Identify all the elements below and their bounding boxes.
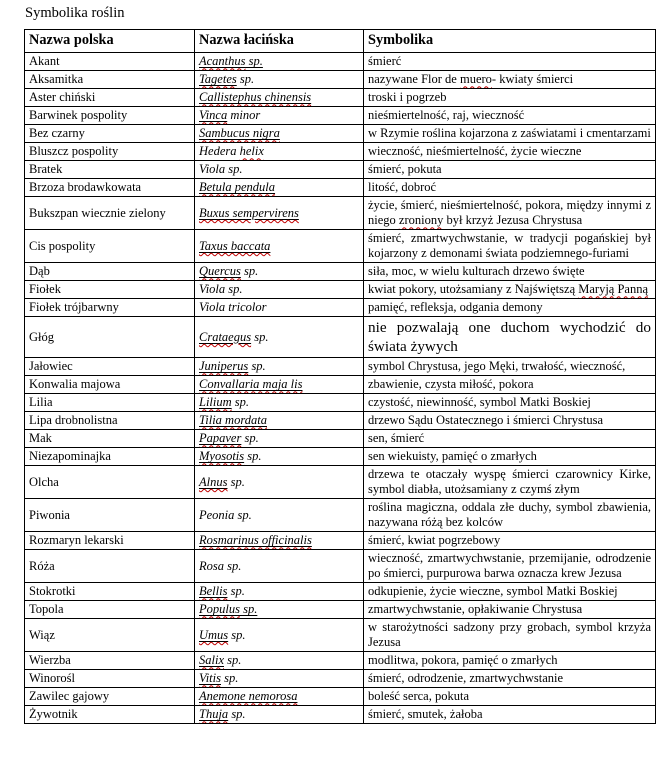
table-row [25,601,656,619]
symbolism-cell: śmierć, zmartwychwstanie, w tradycji pogańskiej był kojarzony z demonami świata podziemnego-furiami [364,230,656,263]
polish-name-cell: Cis pospolity [25,230,195,263]
underlined-text: sp. [239,602,258,617]
spellcheck-squiggle-text: Vinca [199,108,228,123]
table-row [25,317,656,358]
latin-name-cell: Tagetes sp. [195,71,364,89]
polish-name-cell: Fiołek [25,281,195,299]
polish-name-cell: Zawilec gajowy [25,688,195,706]
spellcheck-squiggle-text: Salix [199,653,224,668]
polish-name-cell: Mak [25,430,195,448]
underlined-text [199,475,227,489]
latin-name-cell [195,532,364,550]
underlined-text [199,180,275,194]
table-row [25,143,656,161]
latin-name-cell: Rosa sp. [195,550,364,583]
polish-name-cell: Topola [25,601,195,619]
symbolism-cell: zmartwychwstanie, opłakiwanie Chrystusa [364,601,656,619]
symbolism-cell: śmierć, smutek, żałoba [364,706,656,724]
underlined-text [199,330,251,344]
underlined-text [199,72,237,86]
table-body [25,53,656,724]
latin-name-cell: Peonia sp. [195,499,364,532]
symbolism-cell: kwiat pokory, utożsamiany z Najświętszą Maryją Panną [364,281,656,299]
symbolism-cell: nieśmiertelność, raj, wieczność [364,107,656,125]
polish-name-cell: Piwonia [25,499,195,532]
polish-name-cell: Akant [25,53,195,71]
spellcheck-squiggle-text: Anemone nemorosa [199,689,298,704]
spellcheck-squiggle-text: Sambucus nigra [199,126,280,141]
underlined-text: sp. [245,54,263,69]
underlined-text [199,707,228,721]
polish-name-cell: Wiąz [25,619,195,652]
latin-name-cell [195,412,364,430]
symbolism-cell: troski i pogrzeb [364,89,656,107]
symbolism-cell: drzewo Sądu Ostatecznego i śmierci Chrystusa [364,412,656,430]
spellcheck-squiggle-text: Tagetes [199,72,237,87]
polish-name-cell: Olcha [25,466,195,499]
polish-name-cell: Dąb [25,263,195,281]
column-header-symbolism: Symbolika [364,30,656,53]
table-row [25,550,656,583]
symbolism-cell: zbawienie, czysta miłość, pokora [364,376,656,394]
latin-name-cell [195,230,364,263]
symbolism-cell: roślina magiczna, oddala złe duchy, symbol zbawienia, nazywana różą bez kolców [364,499,656,532]
underlined-text [199,628,228,642]
underlined-text [199,359,248,373]
spellcheck-squiggle-text: helix [239,144,264,159]
table-row [25,532,656,550]
polish-name-cell: Bukszpan wiecznie zielony [25,197,195,230]
symbolism-cell: życie, śmierć, nieśmiertelność, pokora, między innymi z niego zroniony był krzyż Jezusa Chrystusa [364,197,656,230]
symbolism-cell: wieczność, zmartwychwstanie, przemijanie, odrodzenie po śmierci, purpurowa barwa oznacza krew Jezusa [364,550,656,583]
symbolism-cell: czystość, niewinność, symbol Matki Boskiej [364,394,656,412]
column-header-polish-name: Nazwa polska [25,30,195,53]
latin-name-cell: Hedera helix [195,143,364,161]
latin-name-cell [195,601,364,619]
polish-name-cell: Fiołek trójbarwny [25,299,195,317]
spellcheck-squiggle-text: Crataegus [199,329,252,344]
latin-name-cell [195,197,364,230]
polish-name-cell: Żywotnik [25,706,195,724]
table-row [25,107,656,125]
underlined-text [199,449,244,463]
polish-name-cell: Aksamitka [25,71,195,89]
polish-name-cell: Bratek [25,161,195,179]
plant-symbolism-table [24,29,656,724]
table-row [25,161,656,179]
latin-name-cell: Salix sp. [195,652,364,670]
spellcheck-squiggle-text: Umus [199,627,229,642]
spellcheck-squiggle-text: Convallaria maja lis [199,377,303,392]
spellcheck-squiggle-text: Buxus sempervirens [199,205,299,220]
underlined-text [199,377,302,391]
symbolism-cell: śmierć, odrodzenie, zmartwychwstanie [364,670,656,688]
spellcheck-squiggle-text: Betula pendula [199,180,276,195]
spellcheck-squiggle-text: Taxus baccata [199,238,271,253]
latin-name-cell: Umus sp. [195,619,364,652]
underlined-text [199,653,224,667]
polish-name-cell: Bez czarny [25,125,195,143]
spellcheck-squiggle-text: Lilium [199,395,232,410]
spellcheck-squiggle-text: Papaver [199,431,242,446]
spellcheck-squiggle-text: Thuja [199,707,229,722]
table-row [25,706,656,724]
table-row [25,230,656,263]
table-row [25,197,656,230]
latin-name-cell: Lilium sp. [195,394,364,412]
symbolism-cell: litość, dobroć [364,179,656,197]
table-row [25,466,656,499]
underlined-text [199,533,312,547]
underlined-text [199,90,311,104]
spellcheck-squiggle-text: Vitis [199,671,221,686]
spellcheck-squiggle-text: Rosmarinus officinalis [199,533,312,548]
symbolism-cell: nie pozwalają one duchom wychodzić do świata żywych [364,317,656,358]
latin-name-cell: Viola sp. [195,281,364,299]
latin-name-cell: Bellis sp. [195,583,364,601]
spellcheck-squiggle-text: Quercus [199,264,241,279]
symbolism-cell: sen wiekuisty, pamięć o zmarłych [364,448,656,466]
spellcheck-squiggle-text: Bellis [199,584,228,599]
latin-name-cell: Papaver sp. [195,430,364,448]
table-row [25,670,656,688]
symbolism-cell: modlitwa, pokora, pamięć o zmarłych [364,652,656,670]
table-row [25,179,656,197]
underlined-text [199,395,232,409]
column-header-latin-name: Nazwa łacińska [195,30,364,53]
polish-name-cell: Niezapominajka [25,448,195,466]
polish-name-cell: Aster chiński [25,89,195,107]
latin-name-cell: Viola tricolor [195,299,364,317]
polish-name-cell: Bluszcz pospolity [25,143,195,161]
spellcheck-squiggle-text: Callistephus chinensis [199,90,312,105]
latin-name-cell: Myosotis sp. [195,448,364,466]
symbolism-cell: w starożytności sadzony przy grobach, symbol krzyża Jezusa [364,619,656,652]
latin-name-cell [195,688,364,706]
underlined-text [199,239,270,253]
symbolism-cell: boleść serca, pokuta [364,688,656,706]
symbolism-cell: nazywane Flor de muero- kwiaty śmierci [364,71,656,89]
latin-name-cell: Vitis sp. [195,670,364,688]
table-row [25,71,656,89]
polish-name-cell: Winorośl [25,670,195,688]
page-title: Symbolika roślin [25,5,125,21]
underlined-text [199,264,241,278]
symbolism-cell: wieczność, nieśmiertelność, życie wieczne [364,143,656,161]
symbolism-cell: odkupienie, życie wieczne, symbol Matki Boskiej [364,583,656,601]
underlined-text [199,671,221,685]
table-row [25,499,656,532]
latin-name-cell [195,376,364,394]
table-row [25,619,656,652]
latin-name-cell: Crataegus sp. [195,317,364,358]
polish-name-cell: Lipa drobnolistna [25,412,195,430]
table-row [25,53,656,71]
symbolism-cell: śmierć, kwiat pogrzebowy [364,532,656,550]
spellcheck-squiggle-text: Acanthus [199,54,246,69]
table-row [25,394,656,412]
symbolism-cell: pamięć, refleksja, odgania demony [364,299,656,317]
polish-name-cell: Jałowiec [25,358,195,376]
latin-name-cell [195,53,364,71]
latin-name-cell: Quercus sp. [195,263,364,281]
spellcheck-squiggle-text: Tilia mordata [199,413,267,428]
latin-name-cell: Vinca minor [195,107,364,125]
table-row [25,412,656,430]
polish-name-cell: Głóg [25,317,195,358]
polish-name-cell: Konwalia majowa [25,376,195,394]
table-row [25,89,656,107]
symbolism-cell: sen, śmierć [364,430,656,448]
table-row [25,281,656,299]
underlined-text [199,689,297,703]
spellcheck-squiggle-text: Alnus [199,474,228,489]
latin-name-cell: Thuja sp. [195,706,364,724]
spellcheck-squiggle-text: Myosotis [199,449,245,464]
table-row [25,583,656,601]
polish-name-cell: Róża [25,550,195,583]
latin-name-cell [195,89,364,107]
symbolism-cell: drzewa te otaczały wyspę śmierci czarownicy Kirke, symbol diabła, utożsamiany z czymś złym [364,466,656,499]
polish-name-cell: Stokrotki [25,583,195,601]
spellcheck-squiggle-text: muero [459,72,492,87]
underlined-text [199,413,267,427]
underlined-text [199,54,246,68]
polish-name-cell: Rozmaryn lekarski [25,532,195,550]
polish-name-cell: Wierzba [25,652,195,670]
table-row [25,263,656,281]
table-row [25,688,656,706]
underlined-text [199,206,299,220]
table-row [25,448,656,466]
table-row [25,299,656,317]
latin-name-cell [195,125,364,143]
latin-name-cell: Viola sp. [195,161,364,179]
underlined-text [199,108,227,122]
underlined-text [199,431,241,445]
underlined-text [199,126,280,140]
table-row [25,652,656,670]
polish-name-cell: Barwinek pospolity [25,107,195,125]
latin-name-cell: Juniperus sp. [195,358,364,376]
underlined-text [199,584,227,598]
spellcheck-squiggle-text: zroniony [398,213,444,228]
table-row [25,125,656,143]
latin-name-cell: Alnus sp. [195,466,364,499]
symbolism-cell: siła, moc, w wielu kulturach drzewo święte [364,263,656,281]
polish-name-cell: Brzoza brodawkowata [25,179,195,197]
symbolism-cell: symbol Chrystusa, jego Męki, trwałość, wieczność, [364,358,656,376]
table-row [25,376,656,394]
table-row [25,430,656,448]
table-row [25,358,656,376]
symbolism-cell: śmierć, pokuta [364,161,656,179]
spellcheck-squiggle-text: Populus [199,602,240,617]
underlined-text [199,602,240,616]
spellcheck-squiggle-text: Maryją Panną [578,282,649,297]
polish-name-cell: Lilia [25,394,195,412]
header-row [25,30,656,53]
symbolism-cell: w Rzymie roślina kojarzona z zaświatami i cmentarzami [364,125,656,143]
symbolism-cell: śmierć [364,53,656,71]
latin-name-cell [195,179,364,197]
spellcheck-squiggle-text: Juniperus [199,359,249,374]
